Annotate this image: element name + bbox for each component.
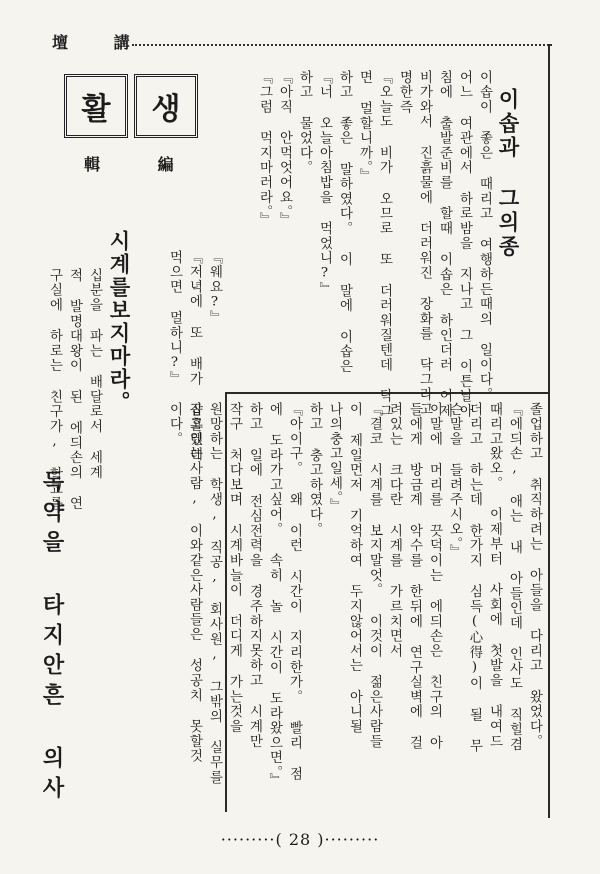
article2-line: 하고 충고하였다。	[307, 402, 322, 537]
article2-title: 시계를보지마라。	[107, 230, 131, 414]
page-border-right	[548, 44, 550, 818]
article2-line: 『아이구。 왜 이런 시간이 지리한가。 빨리 점	[287, 402, 302, 782]
article1-line: 『저녁에 또 배가 곱흘텐데	[187, 250, 202, 462]
article2-line: 『결코 시계를 보지말엇。 이것이 젊은사람들	[367, 402, 382, 749]
article2-line: 십분을 파는 배달로서 세계	[87, 268, 102, 480]
title-char-hwal: 활	[81, 92, 111, 127]
article2-line: 슨말을 들려주시오。』	[447, 402, 462, 560]
page-number: ·········( 28 )·········	[220, 830, 380, 849]
article2-line: 적 발명대왕이 된 에듸손의 연	[67, 268, 82, 512]
article1-line: 하고 물었다。	[297, 70, 312, 176]
article3-title: 독약을 타지안흔 의사	[39, 470, 64, 806]
article1-line: 『오늘도 비가 오므로 또 더러워질텐데 닥그	[377, 70, 392, 419]
article2-line: 원망하는 학생, 직공, 회사원, 그밖의 실무를	[207, 402, 222, 785]
article1-title: 이솝과 그의종	[496, 88, 520, 259]
article1-line: 『너 오늘아침밥을 먹었니?』	[317, 70, 332, 297]
article2-line: 이 제일먼저 기억하여 두지않어서는 아니될	[347, 402, 362, 734]
title-char-saeng: 생	[151, 92, 181, 127]
article1-line: 먹으면 멀하니?』	[167, 250, 182, 387]
article1-line: 이솝이 좋은 때리고 여행하든때의 일이다。	[477, 70, 492, 402]
article1-line: 『그럼 먹지마러라。』	[257, 70, 272, 228]
article2-line: 구실에 하로는 친구가, 학교를	[47, 268, 62, 512]
article2-line: 더리고 하는데 한가지 심득(心得)이 될 무	[467, 402, 482, 754]
article2-line: 하고 일에 전심전력을 경주하지못하고 시계만	[247, 402, 262, 749]
article1-line: 어느 여관에서 하로밤을 지나고 그 이튼날아	[457, 70, 472, 419]
article1-line: 명한즉	[397, 70, 412, 115]
article2-line: 작구 처다보며 시계바늘이 더디게 가는것을	[227, 402, 242, 734]
article1-line: 비가와서 진흙물에 더러워진 장화를 닥그라고	[417, 70, 432, 417]
article1-line: 『웨요?』	[207, 250, 222, 326]
article2-line: 이다。	[167, 402, 182, 447]
article2-line: 이말에 머리를 끗덕이는 에듸손은 친구의 아	[427, 402, 442, 751]
header-dotted-rule	[132, 44, 552, 46]
article1-line: 침에 출발준비를 할때 이솝은 하인더러 어제	[437, 70, 452, 419]
article2-line: 잡고있는사람, 이와같은사람들은 성공치 못할것	[187, 402, 202, 764]
editor-label: 輯 編	[84, 155, 200, 174]
column-header-label: 壇 講	[52, 33, 150, 52]
article1-line: 하고 좋은 말하였다。 이 말에 이솝은	[337, 70, 352, 374]
article1-line: 면 멀할니까。』	[357, 70, 372, 184]
title-box-left	[64, 74, 128, 138]
article2-line: 나의충고일세。』	[327, 402, 342, 514]
article2-line: 에 도라가고싶어。 속히 놀 시간이 도라왔으면。』	[267, 402, 282, 789]
title-box-right	[134, 74, 198, 138]
article2-line: 려있는 크다란 시계를 가르치면서	[387, 402, 402, 659]
article2-line: 『에듸손, 애는 내 아들인데 인사도 직힐겸	[507, 402, 522, 752]
article1-line: 『아직 안먹엇어요。』	[277, 70, 292, 228]
article2-line: 졸업하고 취직하려는 아들을 다리고 왔었다。	[527, 402, 542, 749]
article2-line: 때리고왔오。 이제부터 사회에 첫발을 내여드	[487, 402, 502, 749]
article2-line: 들에게 방금계 악수를 한뒤에 연구실벽에 걸	[407, 402, 422, 751]
